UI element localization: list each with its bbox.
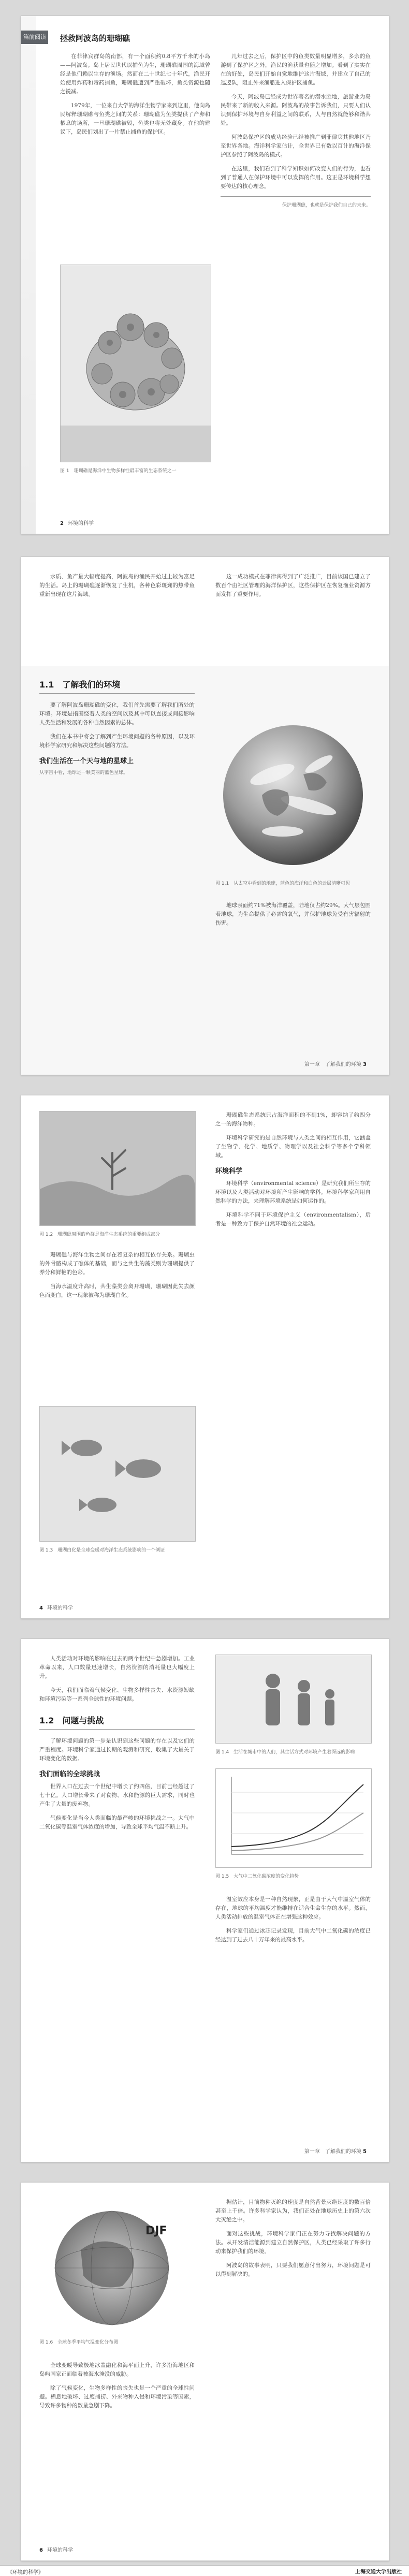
top-right-column bbox=[215, 573, 371, 604]
paragraph: 这一成功模式在菲律宾得到了广泛推广，目前该国已建立了数百个由社区管理的海洋保护区，这些保护区在恢复渔业资源方面发挥了重要作用。 bbox=[215, 574, 371, 597]
running-title: 第一章 了解我们的环境 bbox=[304, 1062, 361, 1067]
paragraph: 科学家们通过冰芯记录发现，目前大气中二氧化碳的浓度已经达到了过去八十万年来的最高水平。 bbox=[215, 1928, 371, 1943]
main-column bbox=[39, 676, 195, 782]
running-title: 第一章 了解我们的环境 bbox=[304, 2149, 361, 2155]
paragraph: 温室效应本身是一种自然现象，正是由于大气中温室气体的存在，地球的平均温度才能维持在适合生命生存的水平。然而，人类活动排放的温室气体正在增强这种效应。 bbox=[215, 1896, 371, 1920]
page-ribbon bbox=[21, 16, 36, 534]
fish-figure bbox=[39, 1406, 196, 1542]
paragraph: 1979年，一位来自大学的海洋生物学家来到这里，他向岛民解释珊瑚礁与鱼类之间的关系：珊瑚礁为鱼类提供了产卵和栖息的场所，一旦珊瑚礁被毁，鱼类也将无处藏身。在他的建议下，岛民们划出了一片禁止捕鱼的保护区。 bbox=[60, 103, 210, 135]
right-column bbox=[221, 52, 371, 214]
page-footer bbox=[304, 2147, 371, 2155]
page-footer bbox=[39, 2545, 73, 2553]
earth-figure bbox=[215, 718, 371, 873]
fish-illustration bbox=[40, 1407, 195, 1541]
paragraph: 今天，阿波岛已经成为世界著名的潜水胜地，旅游业为岛民带来了新的收入来源。阿波岛的故事告诉我们，只要人们认识到保护环境与自身利益之间的联系，人与自然就能够和谐共处。 bbox=[221, 94, 371, 126]
figure-caption: 图 1.4 生活在城市中的人们，其生活方式对环境产生着深远的影响 bbox=[215, 1750, 355, 1755]
paragraph: 要了解阿波岛珊瑚礁的变化，我们首先需要了解我们所处的环境。环境是指围绕着人类的空间以及其中可以直接或间接影响人类生活和发展的各种自然因素的总体。 bbox=[39, 702, 195, 726]
paragraph: 环境科学（environmental science）是研究我们所生存的环境以及人类活动对环境所产生影响的学科。环境科学家利用自然科学的方法，来理解环境系统是如何运作的。 bbox=[215, 1180, 371, 1204]
page-1 bbox=[21, 16, 389, 534]
right-column bbox=[215, 2198, 371, 2284]
paragraph: 阿波岛保护区的成功经验已经被推广到菲律宾其他地区乃至世界各地。海洋科学家估计，全世界已有数以百计的海洋保护区参照了阿波岛的模式。 bbox=[221, 134, 371, 158]
paragraph: 我们在本书中将会了解到产生环境问题的各种原因，以及环境科学家研究和解决这些问题的方法。 bbox=[39, 734, 195, 749]
section-tag: 篇前阅读 bbox=[21, 31, 48, 44]
publisher-logo: 上海交通大学出版社 bbox=[355, 2569, 402, 2575]
figure-caption: 图 1.5 大气中二氧化碳浓度的变化趋势 bbox=[215, 1874, 299, 1879]
paragraph: 今天，我们面临着气候变化、生物多样性丧失、水资源短缺和环境污染等一系列全球性的环境问题。 bbox=[39, 1687, 195, 1702]
globe-label: DJF bbox=[145, 2224, 167, 2237]
subheading: 我们面临的全球挑战 bbox=[39, 1770, 100, 1778]
paragraph: 当海水温度升高时，共生藻类会离开珊瑚，珊瑚因此失去颜色而变白，这一现象被称为珊瑚白化。 bbox=[39, 1283, 195, 1298]
paragraph: 几年过去之后，保护区中的鱼类数量明显增多，多余的鱼游到了保护区之外，渔民的渔获量也随之增加。看到了实实在在的好处，岛民们开始自觉地维护这片海域，并建立了自己的巡逻队，阻止外来渔船进入保护区捕鱼。 bbox=[221, 53, 371, 86]
globe-map-figure bbox=[39, 2198, 195, 2333]
paragraph: 珊瑚礁与海洋生物之间存在着复杂的相互依存关系。珊瑚虫的外骨骼构成了礁体的基础，而与之共生的藻类则为珊瑚提供了养分和鲜艳的色彩。 bbox=[39, 1252, 195, 1276]
right-column bbox=[215, 1895, 371, 1950]
paragraph: 全球变暖导致极地冰盖融化和海平面上升，许多沿海地区和岛屿国家正面临着被海水淹没的威胁。 bbox=[39, 2362, 195, 2377]
earth-globe-icon bbox=[215, 718, 371, 873]
right-column bbox=[215, 901, 371, 933]
left-column bbox=[39, 1655, 195, 1837]
running-title: 环境的科学 bbox=[47, 2548, 73, 2553]
figure-caption: 图 1.1 从太空中看到的地球，蓝色的海洋和白色的云层清晰可见 bbox=[215, 881, 350, 886]
page-5 bbox=[21, 2182, 389, 2561]
paragraph: 人类活动对环境的影响在过去的两个世纪中急剧增加。工业革命以来，人口数量迅速增长，自然资源的消耗量也大幅度上升。 bbox=[39, 1656, 195, 1679]
page-number: 6 bbox=[39, 2548, 43, 2553]
left-column bbox=[60, 52, 210, 142]
paragraph: 世界人口在过去一个世纪中增长了约四倍，目前已经超过了七十亿。人口增长带来了对食物、水和能源的巨大需求，同时也产生了大量的废弃物。 bbox=[39, 1783, 195, 1807]
page-number: 3 bbox=[363, 1062, 367, 1067]
paragraph: 在这里，我们看到了科学知识如何改变人们的行为，也看到了普通人在保护环境中可以发挥的作用。这正是环境科学想要传达的核心理念。 bbox=[221, 166, 371, 189]
page-2 bbox=[21, 557, 389, 1075]
top-left-column bbox=[39, 573, 195, 604]
paragraph: 在菲律宾群岛的南部，有一个面积约0.8平方千米的小岛——阿波岛。岛上居民世代以捕鱼为生，珊瑚礁周围的海域曾经是他们赖以生存的渔场。然而在二十世纪七十年代，渔民开始使用炸药和毒药捕鱼，珊瑚礁遭到严重破坏，鱼类资源也随之锐减。 bbox=[60, 53, 210, 95]
paragraph: 了解环境问题的第一步是认识到这些问题的存在以及它们的严重程度。环境科学家通过长期的观测和研究，收集了大量关于环境变化的数据。 bbox=[39, 1738, 195, 1762]
co2-figure bbox=[215, 1768, 372, 1868]
pull-quote: 保护珊瑚礁，也就是保护我们自己的未来。 bbox=[282, 203, 371, 208]
reef-photo bbox=[40, 1111, 195, 1225]
paragraph: 地球表面约71%被海洋覆盖，陆地仅占约29%。大气层包围着地球，为生命提供了必需的氧气，并保护地球免受有害辐射的伤害。 bbox=[215, 902, 371, 926]
page-4 bbox=[21, 1638, 389, 2162]
people-figure bbox=[215, 1655, 372, 1744]
book-title: 《环境的科学》 bbox=[7, 2570, 43, 2575]
coral-illustration bbox=[61, 265, 211, 462]
left-column bbox=[39, 1251, 195, 1305]
paragraph: 面对这些挑战，环境科学家们正在努力寻找解决问题的方法。从开发清洁能源到建立自然保护区，人类已经采取了许多行动来保护我们的环境。 bbox=[215, 2231, 371, 2255]
divider bbox=[221, 196, 371, 197]
paragraph: 阿波岛的故事表明，只要我们愿意付出努力，环境问题是可以得到解决的。 bbox=[215, 2262, 371, 2277]
figure-caption: 图 1 珊瑚礁是海洋中生物多样性最丰富的生态系统之一 bbox=[60, 469, 177, 474]
section-heading: 1.2 问题与挑战 bbox=[39, 1714, 195, 1730]
page-3 bbox=[21, 1095, 389, 1619]
figure-caption: 图 1.3 珊瑚白化是全球变暖对海洋生态系统影响的一个例证 bbox=[39, 1548, 165, 1553]
right-column bbox=[215, 1111, 371, 1234]
people-illustration bbox=[216, 1655, 371, 1743]
page-number: 2 bbox=[60, 521, 64, 526]
subheading: 环境科学 bbox=[215, 1167, 243, 1175]
page-number: 4 bbox=[39, 1605, 43, 1611]
paragraph: 环境科学研究的是自然环境与人类之间的相互作用，它涵盖了生物学、化学、地质学、物理学以及社会科学等多个学科领域。 bbox=[215, 1135, 371, 1159]
paragraph: 环境科学不同于环境保护主义（environmentalism），后者是一种致力于保护自然环境的社会运动。 bbox=[215, 1212, 371, 1227]
subheading: 我们生活在一个天与地的星球上 bbox=[39, 757, 134, 765]
page-footer bbox=[60, 519, 94, 526]
viewer-bottom-bar bbox=[0, 2565, 409, 2576]
paragraph: 据估计，目前物种灭绝的速度是自然背景灭绝速度的数百倍甚至上千倍。许多科学家认为，我们正处在地球历史上的第六次大灭绝之中。 bbox=[215, 2199, 371, 2223]
globe-map-icon bbox=[39, 2198, 195, 2333]
reef-figure bbox=[39, 1111, 196, 1226]
subheading-note: 从宇宙中看，地球是一颗美丽的蓝色星球。 bbox=[39, 770, 128, 775]
paragraph: 除了气候变化，生物多样性的丧失也是一个严重的全球性问题。栖息地破坏、过度捕捞、外来物种入侵和环境污染等因素，导致许多物种的数量急剧下降。 bbox=[39, 2385, 195, 2409]
page-footer bbox=[39, 1603, 73, 1611]
paragraph: 气候变化是当今人类面临的最严峻的环境挑战之一。大气中二氧化碳等温室气体浓度的增加，导致全球平均气温不断上升。 bbox=[39, 1815, 195, 1830]
page-footer bbox=[304, 1060, 371, 1067]
paragraph: 珊瑚礁生态系统只占海洋面积的不到1%，却容纳了约四分之一的海洋物种。 bbox=[215, 1112, 371, 1127]
figure-caption: 图 1.2 珊瑚礁周围的鱼群是海洋生态系统的重要组成部分 bbox=[39, 1232, 160, 1237]
paragraph: 水质、鱼产量大幅度提高，阿波岛的渔民开始过上较为富足的生活。岛上的珊瑚礁逐渐恢复了生机，各种色彩斑斓的热带鱼重新出现在这片海域。 bbox=[39, 574, 195, 597]
left-column bbox=[39, 2361, 195, 2416]
running-title: 环境的科学 bbox=[47, 1605, 73, 1611]
page-number: 5 bbox=[363, 2149, 367, 2155]
section-heading: 1.1 了解我们的环境 bbox=[39, 678, 195, 694]
coral-figure bbox=[60, 265, 211, 462]
figure-caption: 图 1.6 全球冬季平均气温变化分布图 bbox=[39, 2340, 119, 2345]
running-title: 环境的科学 bbox=[67, 521, 94, 526]
co2-trend-graphic bbox=[216, 1769, 371, 1867]
article-title: 拯救阿波岛的珊瑚礁 bbox=[60, 34, 130, 43]
